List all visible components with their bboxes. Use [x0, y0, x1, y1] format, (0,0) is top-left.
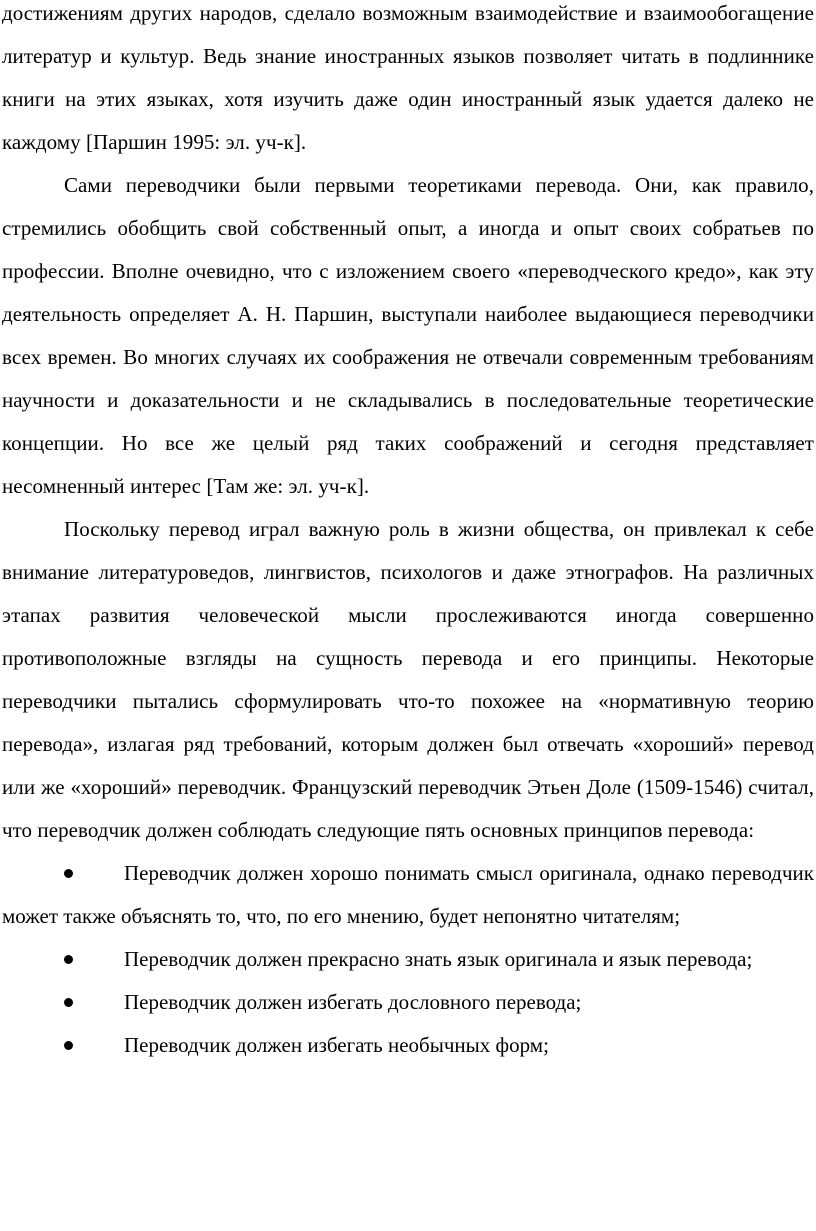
bullet-text-4: Переводчик должен избегать необычных форм; [124, 1033, 549, 1057]
bullet-icon [62, 852, 76, 895]
paragraph-continuation: достижениям других народов, сделало возможным взаимодействие и взаимообогащение литератур и культур. Ведь знание иностранных языков позволяет читать в подлиннике книги на этих языках, хотя изучить даже один иностранный язык удается далеко не каждому [Паршин 1995: эл. уч-к]. [2, 1, 814, 154]
bullet-icon [62, 938, 76, 981]
bullet-item-4 [2, 1024, 814, 1067]
paragraph-translation-role: Поскольку перевод играл важную роль в жизни общества, он привлекал к себе внимание литературоведов, лингвистов, психологов и даже этнографов. На различных этапах развития человеческой мысли прослеживаются иногда совершенно противоположные взгляды на сущность перевода и его принципы. Некоторые переводчики пытались сформулировать что-то похожее на «нормативную теорию перевода», излагая ряд требований, которым должен был отвечать «хороший» перевод или же «хороший» переводчик. Французский переводчик Этьен Доле (1509-1546) считал, что переводчик должен соблюдать следующие пять основных принципов перевода: [2, 517, 814, 842]
bullet-item-3 [2, 981, 814, 1024]
bullet-text-3: Переводчик должен избегать дословного перевода; [124, 990, 582, 1014]
bullet-icon [62, 981, 76, 1024]
bullet-item-1 [2, 852, 814, 938]
bullet-text-2: Переводчик должен прекрасно знать язык оригинала и язык перевода; [124, 947, 753, 971]
paragraph-translators-theorists: Сами переводчики были первыми теоретиками перевода. Они, как правило, стремились обобщить свой собственный опыт, а иногда и опыт своих собратьев по профессии. Вполне очевидно, что с изложением своего «переводческого кредо», как эту деятельность определяет А. Н. Паршин, выступали наиболее выдающиеся переводчики всех времен. Во многих случаях их соображения не отвечали современным требованиям научности и доказательности и не складывались в последовательные теоретические концепции. Но все же целый ряд таких соображений и сегодня представляет несомненный интерес [Там же: эл. уч-к]. [2, 173, 814, 498]
bullet-item-2 [2, 938, 814, 981]
bullet-text-1: Переводчик должен хорошо понимать смысл оригинала, однако переводчик может также объяснять то, что, по его мнению, будет непонятно читателям; [2, 861, 814, 928]
bullet-icon [62, 1024, 76, 1067]
